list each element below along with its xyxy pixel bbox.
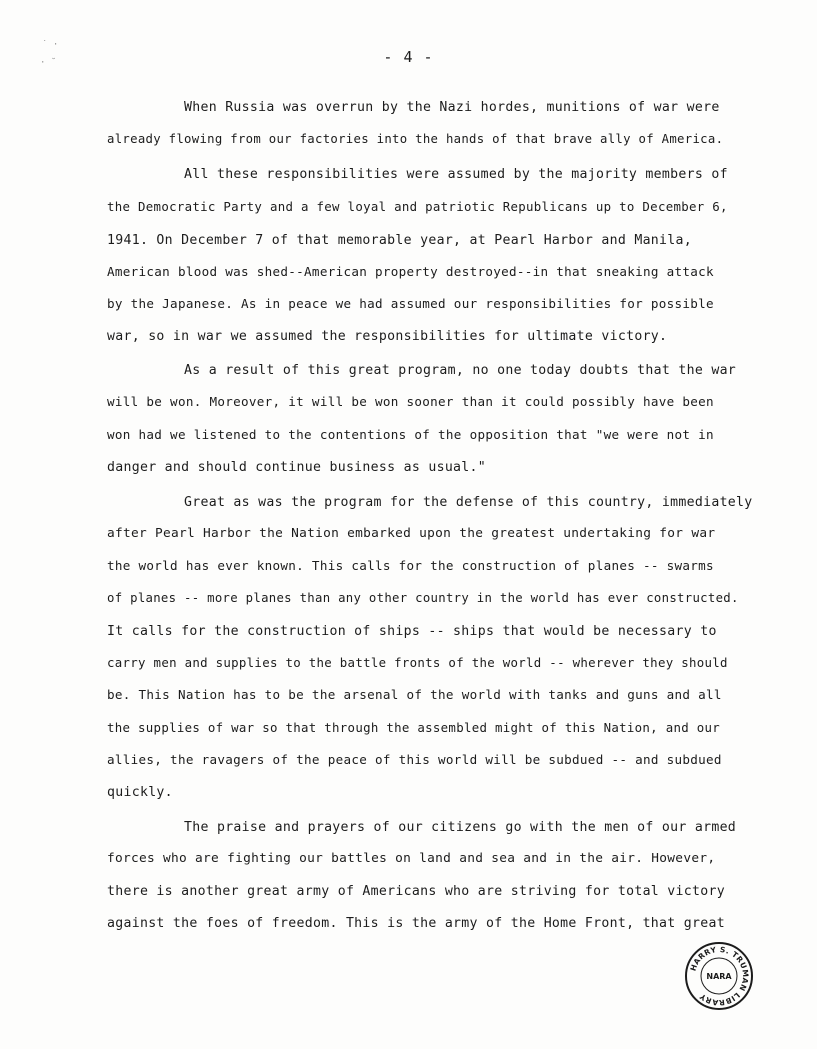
- text-line: against the foes of freedom. This is the army of the Home Front, that great: [107, 916, 725, 931]
- text-line: The praise and prayers of our citizens go with the men of our armed: [184, 820, 737, 835]
- text-line: of planes -- more planes than any other country in the world has ever constructed.: [107, 591, 739, 605]
- text-line: by the Japanese. As in peace we had assumed our responsibilities for possible: [107, 296, 714, 311]
- text-line: It calls for the construction of ships -- ships that would be necessary to: [107, 624, 717, 639]
- text-line: the supplies of war so that through the assembled might of this Nation, and our: [107, 720, 721, 735]
- text-line: As a result of this great program, no one today doubts that the war: [184, 363, 737, 378]
- truman-library-stamp: [683, 940, 755, 1012]
- page-number: - 4 -: [383, 48, 434, 66]
- text-line: there is another great army of Americans who are striving for total victory: [107, 884, 725, 899]
- text-line: American blood was shed--American property destroyed--in that sneaking attack: [107, 264, 714, 279]
- text-line: 1941. On December 7 of that memorable year, at Pearl Harbor and Manila,: [107, 233, 693, 248]
- text-line: war, so in war we assumed the responsibilities for ultimate victory.: [107, 329, 668, 344]
- stamp-ring-text: HARRY S. TRUMAN LIBRARY: [688, 944, 751, 1008]
- margin-speck: · ˘: [40, 58, 57, 68]
- text-line: Great as was the program for the defense of this country, immediately: [184, 495, 753, 510]
- text-line: carry men and supplies to the battle fronts of the world -- wherever they should: [107, 655, 728, 670]
- text-line: All these responsibilities were assumed by the majority members of: [184, 167, 728, 182]
- text-line: quickly.: [107, 785, 173, 800]
- text-line: already flowing from our factories into the hands of that brave ally of America.: [107, 132, 724, 146]
- margin-speck: ˙ ·: [42, 40, 59, 50]
- text-line: after Pearl Harbor the Nation embarked upon the greatest undertaking for war: [107, 526, 716, 541]
- text-line: danger and should continue business as usual.": [107, 460, 487, 475]
- text-line: When Russia was overrun by the Nazi hordes, munitions of war were: [184, 100, 720, 115]
- text-line: allies, the ravagers of the peace of this world will be subdued -- and subdued: [107, 752, 722, 767]
- text-line: forces who are fighting our battles on land and sea and in the air. However,: [107, 851, 716, 866]
- stamp-center-text: NARA: [706, 972, 732, 981]
- text-line: the Democratic Party and a few loyal and patriotic Republicans up to December 6,: [107, 199, 728, 214]
- text-line: will be won. Moreover, it will be won sooner than it could possibly have been: [107, 394, 714, 409]
- text-line: the world has ever known. This calls for the construction of planes -- swarms: [107, 558, 714, 573]
- text-line: be. This Nation has to be the arsenal of the world with tanks and guns and all: [107, 687, 722, 702]
- text-line: won had we listened to the contentions of the opposition that "we were not in: [107, 427, 714, 442]
